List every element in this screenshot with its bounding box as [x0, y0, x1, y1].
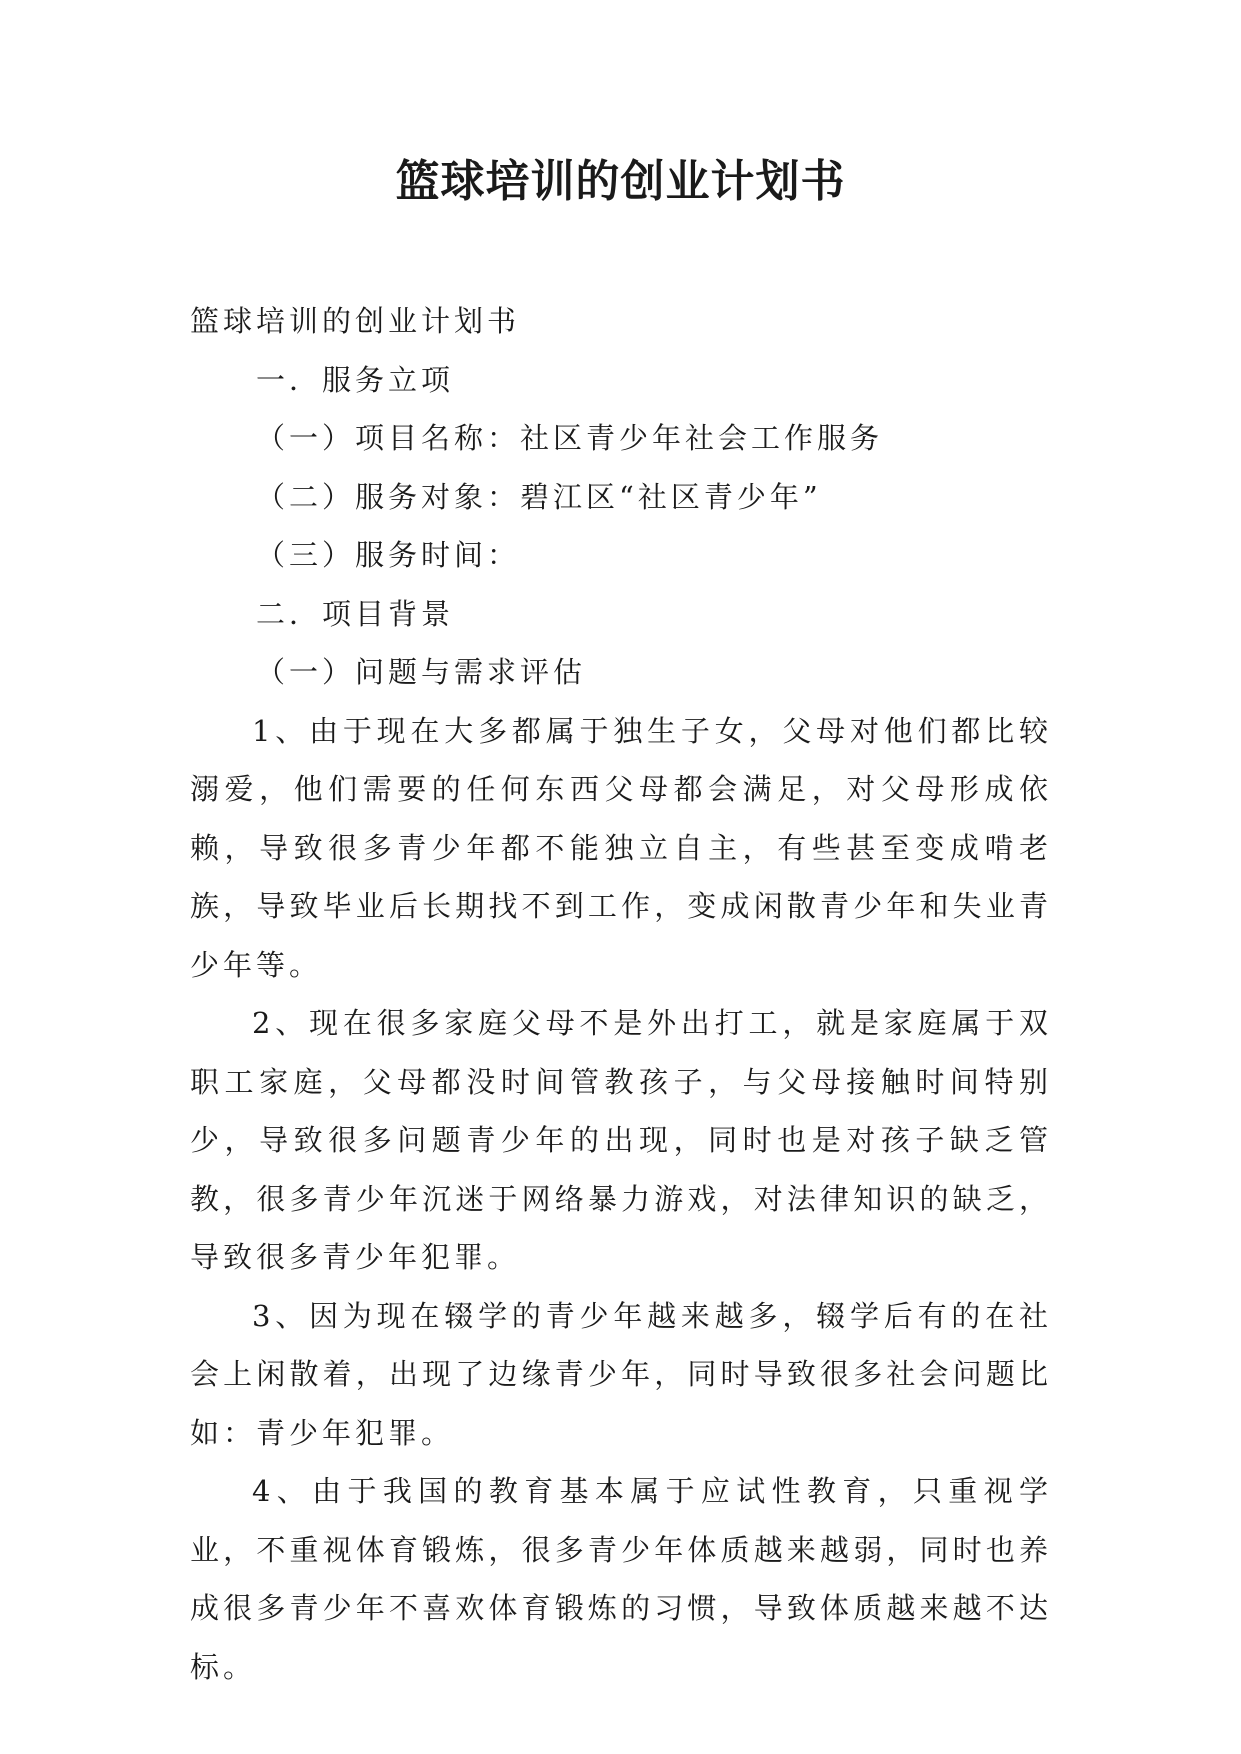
subtitle-line: 篮球培训的创业计划书	[190, 304, 521, 338]
item-service-target: （二）服务对象：碧江区“社区青少年”	[256, 479, 822, 514]
document-title: 篮球培训的创业计划书	[395, 156, 846, 207]
section-heading-1: 一．服务立项	[256, 362, 455, 397]
paragraph-1: 1、由于现在大多都属于独生子女，父母对他们都比较溺爱，他们需要的任何东西父母都会满足，对父母形成依赖，导致很多青少年都不能独立自主，有些甚至变成啃老族，导致毕业后长期找不到工作，变成闲散青少年和失业青少年等。	[190, 713, 1052, 982]
paragraph-3: 3、因为现在辍学的青少年越来越多，辍学后有的在社会上闲散着，出现了边缘青少年，同时导致很多社会问题比如：青少年犯罪。	[190, 1298, 1052, 1450]
paragraph-2: 2、现在很多家庭父母不是外出打工，就是家庭属于双职工家庭，父母都没时间管教孩子，与父母接触时间特别少，导致很多问题青少年的出现，同时也是对孩子缺乏管教，很多青少年沉迷于网络暴力游戏，对法律知识的缺乏，导致很多青少年犯罪。	[190, 1006, 1052, 1274]
document-body	[190, 292, 1052, 1696]
item-service-time: （三）服务时间：	[256, 538, 521, 572]
subsection-heading: （一）问题与需求评估	[256, 655, 587, 689]
paragraph-4: 4、由于我国的教育基本属于应试性教育，只重视学业，不重视体育锻炼，很多青少年体质越来越弱，同时也养成很多青少年不喜欢体育锻炼的习惯，导致体质越来越不达标。	[190, 1474, 1052, 1684]
section-heading-2: 二．项目背景	[256, 596, 455, 631]
item-project-name: （一）项目名称：社区青少年社会工作服务	[256, 421, 884, 455]
